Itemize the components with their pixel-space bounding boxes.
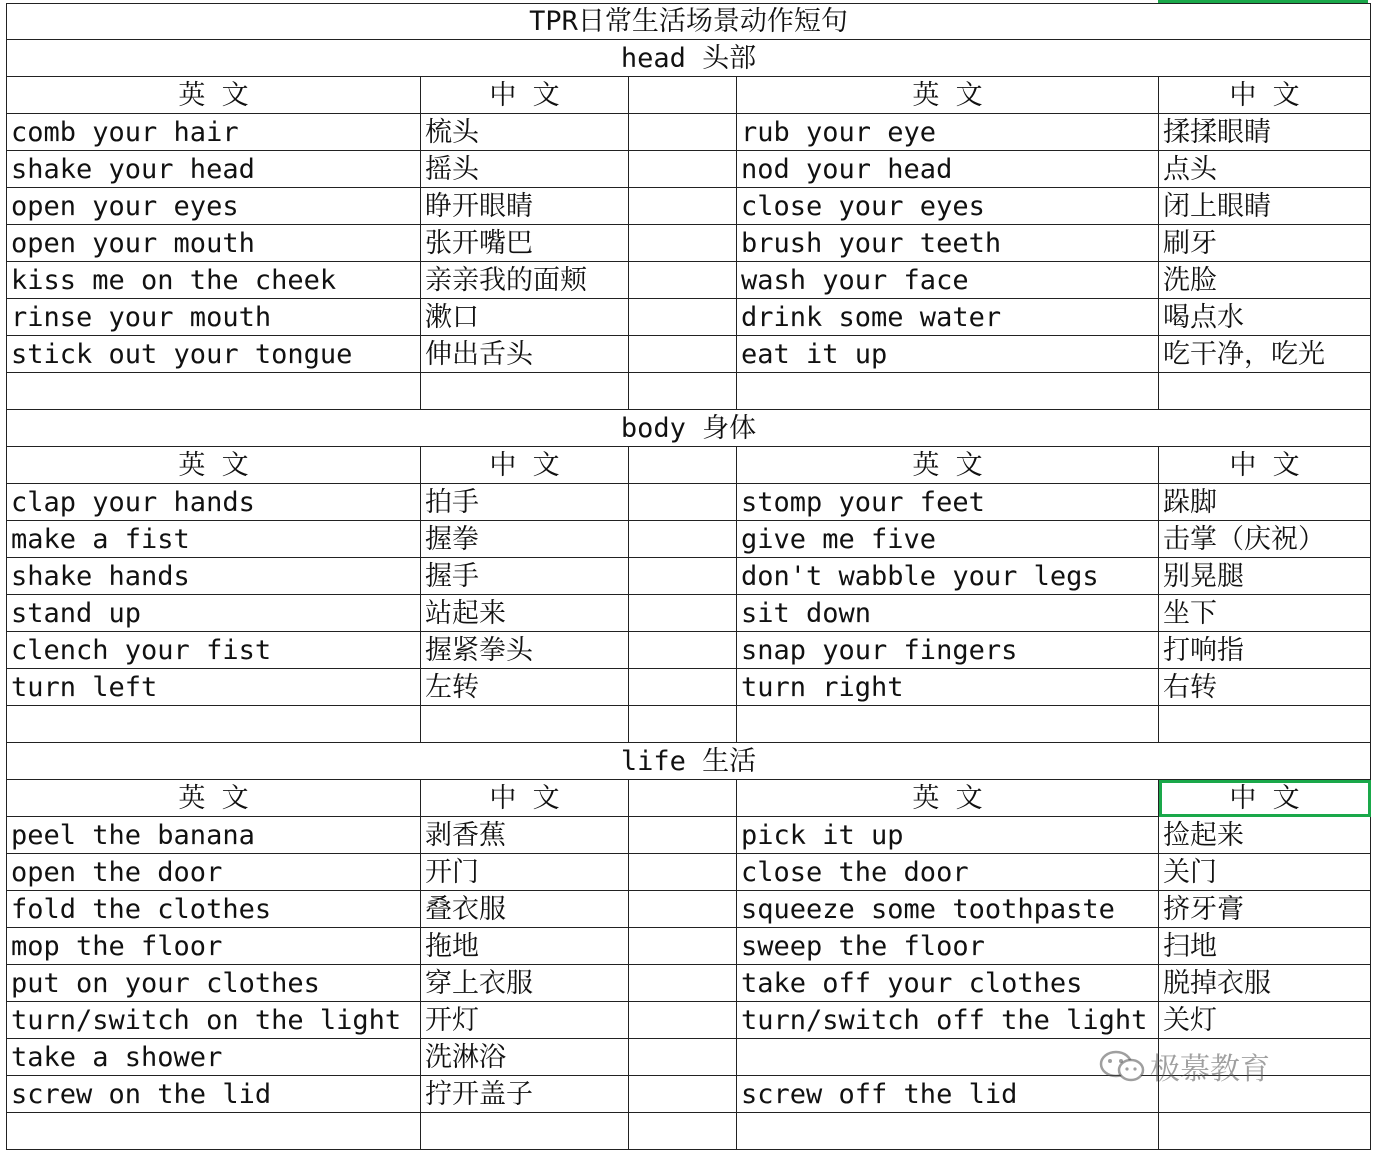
english-phrase[interactable]: screw off the lid	[737, 1076, 1159, 1113]
chinese-phrase[interactable]: 握拳	[421, 521, 629, 558]
chinese-phrase[interactable]	[421, 1113, 629, 1150]
chinese-phrase[interactable]: 洗脸	[1159, 262, 1371, 299]
chinese-phrase[interactable]: 洗淋浴	[421, 1039, 629, 1076]
chinese-phrase[interactable]: 剥香蕉	[421, 817, 629, 854]
english-phrase[interactable]: drink some water	[737, 299, 1159, 336]
empty-cell[interactable]	[629, 447, 737, 484]
header-zh[interactable]: 中 文	[421, 77, 629, 114]
english-phrase[interactable]: nod your head	[737, 151, 1159, 188]
english-phrase[interactable]: fold the clothes	[7, 891, 421, 928]
english-phrase[interactable]: turn/switch on the light	[7, 1002, 421, 1039]
english-phrase[interactable]: don't wabble your legs	[737, 558, 1159, 595]
empty-cell[interactable]	[629, 632, 737, 669]
header-en[interactable]: 英 文	[7, 447, 421, 484]
table-row	[7, 928, 1371, 965]
chinese-phrase[interactable]	[421, 373, 629, 410]
chinese-phrase[interactable]	[1159, 1039, 1371, 1076]
header-zh[interactable]: 中 文	[1159, 780, 1371, 817]
table-row	[7, 521, 1371, 558]
spreadsheet-grid	[6, 3, 1371, 1150]
english-phrase[interactable]: open your eyes	[7, 188, 421, 225]
chinese-phrase[interactable]: 睁开眼睛	[421, 188, 629, 225]
table-row	[7, 669, 1371, 706]
section-row	[7, 410, 1371, 447]
column-header-row	[7, 780, 1371, 817]
empty-cell[interactable]	[629, 854, 737, 891]
chinese-phrase[interactable]: 揉揉眼睛	[1159, 114, 1371, 151]
english-phrase[interactable]: peel the banana	[7, 817, 421, 854]
section-row	[7, 743, 1371, 780]
sheet-title[interactable]: TPR日常生活场景动作短句	[7, 4, 1371, 40]
english-phrase[interactable]: turn right	[737, 669, 1159, 706]
header-en[interactable]: 英 文	[7, 780, 421, 817]
column-header-row	[7, 447, 1371, 484]
english-phrase[interactable]: close your eyes	[737, 188, 1159, 225]
chinese-phrase[interactable]: 拧开盖子	[421, 1076, 629, 1113]
english-phrase[interactable]: close the door	[737, 854, 1159, 891]
english-phrase[interactable]: take off your clothes	[737, 965, 1159, 1002]
section-row	[7, 40, 1371, 77]
empty-cell[interactable]	[629, 595, 737, 632]
empty-cell[interactable]	[629, 225, 737, 262]
english-phrase[interactable]: open your mouth	[7, 225, 421, 262]
english-phrase[interactable]: take a shower	[7, 1039, 421, 1076]
chinese-phrase[interactable]: 左转	[421, 669, 629, 706]
table-row	[7, 484, 1371, 521]
table-row	[7, 151, 1371, 188]
english-phrase[interactable]	[7, 706, 421, 743]
header-en[interactable]: 英 文	[7, 77, 421, 114]
table-row	[7, 1113, 1371, 1150]
english-phrase[interactable]: open the door	[7, 854, 421, 891]
empty-cell[interactable]	[629, 188, 737, 225]
english-phrase[interactable]: turn/switch off the light	[737, 1002, 1159, 1039]
chinese-phrase[interactable]: 打响指	[1159, 632, 1371, 669]
english-phrase[interactable]: pick it up	[737, 817, 1159, 854]
chinese-phrase[interactable]: 伸出舌头	[421, 336, 629, 373]
empty-cell[interactable]	[629, 780, 737, 817]
header-en[interactable]: 英 文	[737, 780, 1159, 817]
chinese-phrase[interactable]: 关灯	[1159, 1002, 1371, 1039]
chinese-phrase[interactable]: 捡起来	[1159, 817, 1371, 854]
chinese-phrase[interactable]: 亲亲我的面颊	[421, 262, 629, 299]
title-row	[7, 4, 1371, 40]
english-phrase[interactable]	[7, 373, 421, 410]
empty-cell[interactable]	[629, 262, 737, 299]
header-zh[interactable]: 中 文	[1159, 77, 1371, 114]
english-phrase[interactable]: give me five	[737, 521, 1159, 558]
empty-cell[interactable]	[629, 336, 737, 373]
header-en[interactable]: 英 文	[737, 77, 1159, 114]
chinese-phrase[interactable]: 跺脚	[1159, 484, 1371, 521]
table-row	[7, 114, 1371, 151]
empty-cell[interactable]	[629, 1113, 737, 1150]
chinese-phrase[interactable]: 坐下	[1159, 595, 1371, 632]
english-phrase[interactable]: squeeze some toothpaste	[737, 891, 1159, 928]
english-phrase[interactable]	[7, 1113, 421, 1150]
english-phrase[interactable]	[737, 706, 1159, 743]
header-zh[interactable]: 中 文	[1159, 447, 1371, 484]
empty-cell[interactable]	[629, 77, 737, 114]
chinese-phrase[interactable]: 漱口	[421, 299, 629, 336]
empty-cell[interactable]	[629, 1039, 737, 1076]
english-phrase[interactable]: rub your eye	[737, 114, 1159, 151]
table-row	[7, 299, 1371, 336]
chinese-phrase[interactable]	[1159, 1113, 1371, 1150]
header-en[interactable]: 英 文	[737, 447, 1159, 484]
chinese-phrase[interactable]: 拖地	[421, 928, 629, 965]
chinese-phrase[interactable]: 张开嘴巴	[421, 225, 629, 262]
chinese-phrase[interactable]	[1159, 373, 1371, 410]
english-phrase[interactable]: make a fist	[7, 521, 421, 558]
chinese-phrase[interactable]: 击掌（庆祝）	[1159, 521, 1371, 558]
empty-cell[interactable]	[629, 1002, 737, 1039]
table-row	[7, 632, 1371, 669]
table-row	[7, 965, 1371, 1002]
empty-cell[interactable]	[629, 558, 737, 595]
table-row	[7, 854, 1371, 891]
section-label[interactable]: head 头部	[7, 40, 1371, 77]
table-row	[7, 1039, 1371, 1076]
column-header-row	[7, 77, 1371, 114]
chinese-phrase[interactable]: 别晃腿	[1159, 558, 1371, 595]
english-phrase[interactable]: comb your hair	[7, 114, 421, 151]
english-phrase[interactable]: put on your clothes	[7, 965, 421, 1002]
english-phrase[interactable]: kiss me on the cheek	[7, 262, 421, 299]
english-phrase[interactable]: sit down	[737, 595, 1159, 632]
english-phrase[interactable]	[737, 1113, 1159, 1150]
table-row	[7, 1002, 1371, 1039]
chinese-phrase[interactable]: 喝点水	[1159, 299, 1371, 336]
english-phrase[interactable]: brush your teeth	[737, 225, 1159, 262]
english-phrase[interactable]: shake hands	[7, 558, 421, 595]
chinese-phrase[interactable]: 挤牙膏	[1159, 891, 1371, 928]
empty-cell[interactable]	[629, 706, 737, 743]
watermark-text: 极慕教育	[1150, 1052, 1270, 1087]
chinese-phrase[interactable]: 握手	[421, 558, 629, 595]
empty-cell[interactable]	[629, 928, 737, 965]
empty-cell[interactable]	[629, 521, 737, 558]
table-row	[7, 225, 1371, 262]
table-row	[7, 1076, 1371, 1113]
chinese-phrase[interactable]: 握紧拳头	[421, 632, 629, 669]
chinese-phrase[interactable]: 刷牙	[1159, 225, 1371, 262]
english-phrase[interactable]: shake your head	[7, 151, 421, 188]
chinese-phrase[interactable]: 摇头	[421, 151, 629, 188]
english-phrase[interactable]: snap your fingers	[737, 632, 1159, 669]
english-phrase[interactable]: mop the floor	[7, 928, 421, 965]
chinese-phrase[interactable]: 右转	[1159, 669, 1371, 706]
empty-cell[interactable]	[629, 669, 737, 706]
english-phrase[interactable]	[737, 373, 1159, 410]
table-row	[7, 262, 1371, 299]
english-phrase[interactable]: clench your fist	[7, 632, 421, 669]
english-phrase[interactable]: wash your face	[737, 262, 1159, 299]
header-zh[interactable]: 中 文	[421, 780, 629, 817]
empty-cell[interactable]	[629, 299, 737, 336]
empty-cell[interactable]	[629, 373, 737, 410]
chinese-phrase[interactable]: 开灯	[421, 1002, 629, 1039]
chinese-phrase[interactable]: 脱掉衣服	[1159, 965, 1371, 1002]
empty-cell[interactable]	[629, 965, 737, 1002]
empty-cell[interactable]	[629, 817, 737, 854]
english-phrase[interactable]: turn left	[7, 669, 421, 706]
section-label[interactable]: body 身体	[7, 410, 1371, 447]
chinese-phrase[interactable]: 拍手	[421, 484, 629, 521]
table-row	[7, 595, 1371, 632]
empty-cell[interactable]	[629, 114, 737, 151]
chinese-phrase[interactable]: 闭上眼睛	[1159, 188, 1371, 225]
english-phrase[interactable]: stick out your tongue	[7, 336, 421, 373]
table-row	[7, 373, 1371, 410]
table-row	[7, 891, 1371, 928]
section-label[interactable]: life 生活	[7, 743, 1371, 780]
english-phrase[interactable]: stomp your feet	[737, 484, 1159, 521]
chinese-phrase[interactable]	[421, 706, 629, 743]
table-row	[7, 336, 1371, 373]
table-row	[7, 817, 1371, 854]
empty-cell[interactable]	[629, 1076, 737, 1113]
english-phrase[interactable]: screw on the lid	[7, 1076, 421, 1113]
english-phrase[interactable]: rinse your mouth	[7, 299, 421, 336]
header-zh[interactable]: 中 文	[421, 447, 629, 484]
chinese-phrase[interactable]: 吃干净，吃光	[1159, 336, 1371, 373]
chinese-phrase[interactable]: 叠衣服	[421, 891, 629, 928]
chinese-phrase[interactable]: 关门	[1159, 854, 1371, 891]
chinese-phrase[interactable]: 穿上衣服	[421, 965, 629, 1002]
english-phrase[interactable]: eat it up	[737, 336, 1159, 373]
english-phrase[interactable]: clap your hands	[7, 484, 421, 521]
english-phrase[interactable]: sweep the floor	[737, 928, 1159, 965]
chinese-phrase[interactable]: 梳头	[421, 114, 629, 151]
table-row	[7, 188, 1371, 225]
table-row	[7, 558, 1371, 595]
english-phrase[interactable]	[737, 1039, 1159, 1076]
chinese-phrase[interactable]: 开门	[421, 854, 629, 891]
chinese-phrase[interactable]: 扫地	[1159, 928, 1371, 965]
empty-cell[interactable]	[629, 484, 737, 521]
chinese-phrase[interactable]: 站起来	[421, 595, 629, 632]
chinese-phrase[interactable]	[1159, 706, 1371, 743]
chinese-phrase[interactable]	[1159, 1076, 1371, 1113]
empty-cell[interactable]	[629, 151, 737, 188]
english-phrase[interactable]: stand up	[7, 595, 421, 632]
chinese-phrase[interactable]: 点头	[1159, 151, 1371, 188]
empty-cell[interactable]	[629, 891, 737, 928]
table-row	[7, 706, 1371, 743]
